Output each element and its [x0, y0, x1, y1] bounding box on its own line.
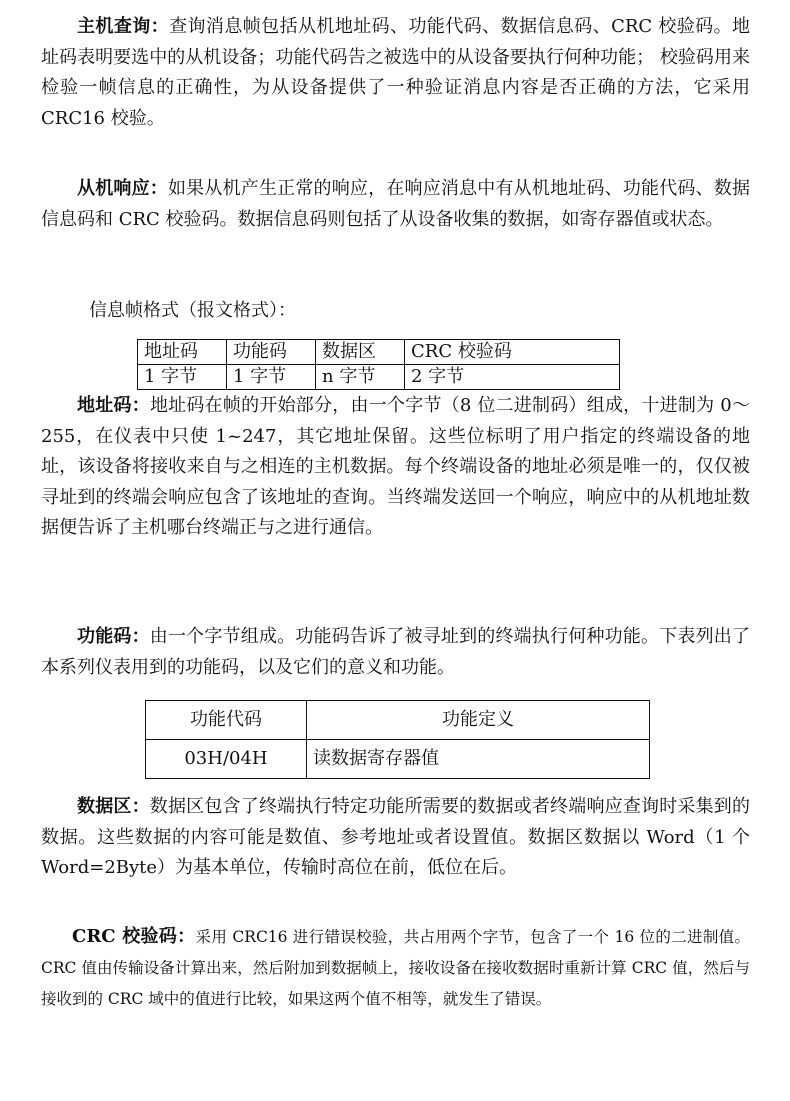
table-row — [146, 740, 650, 779]
crc-code-lead: CRC 校验码： — [72, 926, 196, 947]
frame-header-cell: 功能码 — [227, 340, 316, 365]
master-query-lead: 主机查询： — [77, 16, 170, 37]
frame-format-caption: 信息帧格式（报文格式）： — [89, 300, 296, 321]
data-area-paragraph — [41, 792, 750, 884]
slave-response-paragraph — [41, 174, 750, 235]
function-table-header-cell: 功能定义 — [307, 701, 650, 740]
slave-response-lead: 从机响应： — [77, 178, 168, 199]
crc-code-paragraph — [41, 921, 750, 1015]
frame-header-cell: 地址码 — [138, 340, 227, 365]
function-table-header-cell: 功能代码 — [146, 701, 307, 740]
slave-response-body: 如果从机产生正常的响应，在响应消息中有从机地址码、功能代码、数据信息码和 CRC 校验码。数据信息码则包括了从设备收集的数据，如寄存器值或状态。 — [41, 178, 751, 230]
address-code-lead: 地址码： — [77, 395, 150, 416]
crc-code-body: 采用 CRC16 进行错误校验，共占用两个字节，包含了一个 16 位的二进制值。CRC 值由传输设备计算出来，然后附加到数据帧上，接收设备在接收数据时重新计算 CRC 值，然后与接收到的 CRC 域中的值进行比较，如果这两个值不相等，就发生了错误。 — [41, 928, 750, 1008]
frame-size-cell: 2 字节 — [405, 365, 620, 390]
frame-format-size-row — [138, 365, 620, 390]
data-area-body: 数据区包含了终端执行特定功能所需要的数据或者终端响应查询时采集到的数据。这些数据的内容可能是数值、参考地址或者设置值。数据区数据以 Word（1 个 Word=2Byte）为基本单位，传输时高位在前，低位在后。 — [41, 796, 750, 878]
frame-size-cell: n 字节 — [316, 365, 405, 390]
function-table-header-row — [146, 701, 650, 740]
function-code-lead: 功能码： — [77, 626, 150, 647]
function-code-body: 由一个字节组成。功能码告诉了被寻址到的终端执行何种功能。下表列出了本系列仪表用到的功能码，以及它们的意义和功能。 — [41, 626, 750, 678]
function-definition-cell: 读数据寄存器值 — [307, 740, 650, 779]
address-code-paragraph — [41, 391, 750, 544]
function-code-paragraph — [41, 622, 750, 683]
frame-header-cell: 数据区 — [316, 340, 405, 365]
frame-size-cell: 1 字节 — [227, 365, 316, 390]
frame-format-table — [137, 339, 620, 390]
frame-format-header-row — [138, 340, 620, 365]
frame-size-cell: 1 字节 — [138, 365, 227, 390]
frame-header-cell: CRC 校验码 — [405, 340, 620, 365]
master-query-body: 查询消息帧包括从机地址码、功能代码、数据信息码、CRC 校验码。地址码表明要选中的从机设备；功能代码告之被选中的从设备要执行何种功能； 校验码用来检验一帧信息的正确性，为从设备提供了一种验证消息内容是否正确的方法，它采用 CRC16 校验。 — [41, 16, 750, 129]
master-query-paragraph — [41, 12, 750, 134]
address-code-body: 地址码在帧的开始部分，由一个字节（8 位二进制码）组成，十进制为 0～255，在仪表中只使 1~247，其它地址保留。这些位标明了用户指定的终端设备的地址，该设备将接收来自与之相连的主机数据。每个终端设备的地址必须是唯一的，仅仅被寻址到的终端会响应包含了该地址的查询。当终端发送回一个响应，响应中的从机地址数据便告诉了主机哪台终端正与之进行通信。 — [41, 395, 750, 538]
function-code-table — [145, 700, 650, 779]
data-area-lead: 数据区： — [77, 796, 150, 817]
function-code-cell: 03H/04H — [146, 740, 307, 779]
